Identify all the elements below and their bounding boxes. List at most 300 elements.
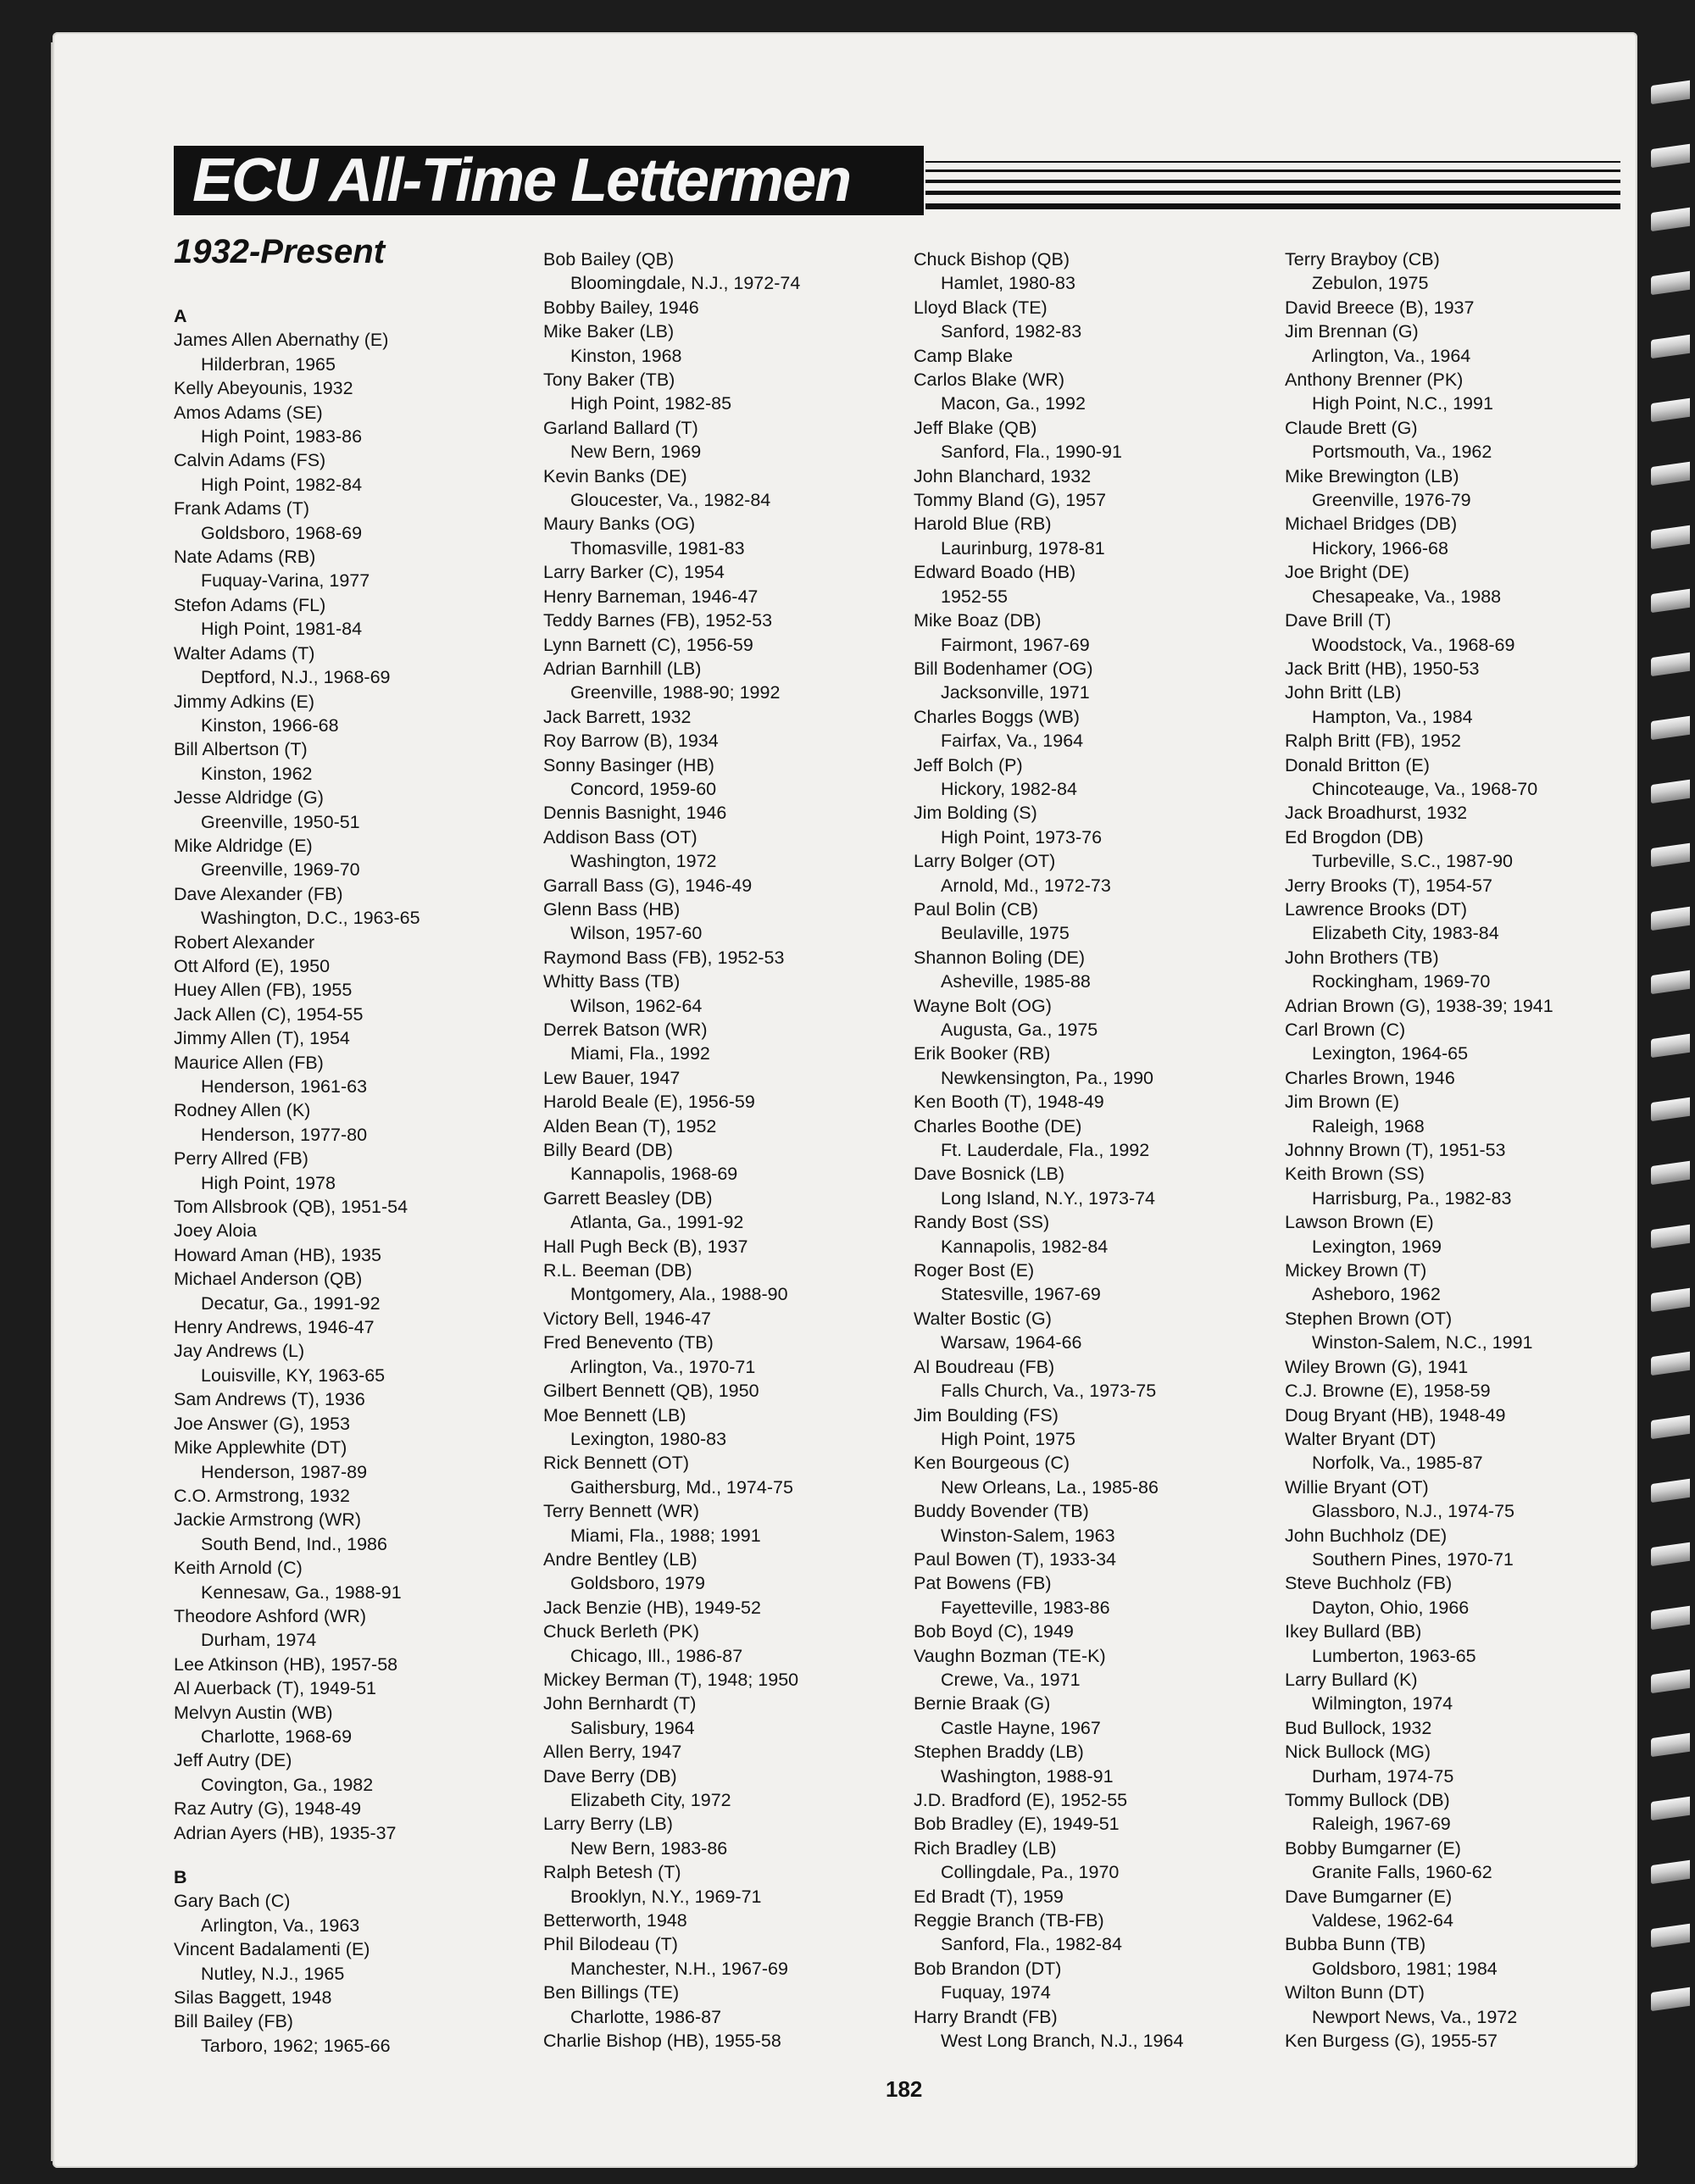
letterman-detail: Norfolk, Va., 1985-87 — [1312, 1453, 1483, 1474]
letterman-entry: Ken Booth (T), 1948-49 — [914, 1092, 1104, 1113]
letterman-entry: Maury Banks (OG) — [543, 514, 696, 535]
spiral-binding — [1646, 76, 1695, 2110]
letterman-entry: Vaughn Bozman (TE-K) — [914, 1645, 1106, 1666]
letterman-entry: Wiley Brown (G), 1941 — [1285, 1356, 1469, 1377]
letterman-entry: Randy Bost (SS) — [914, 1212, 1050, 1233]
spiral-coil — [1651, 1479, 1690, 1503]
letterman-entry: Charles Boothe (DE) — [914, 1115, 1082, 1136]
letterman-entry: Jack Barrett, 1932 — [543, 706, 692, 727]
letterman-entry: Tom Allsbrook (QB), 1951-54 — [174, 1197, 408, 1218]
letterman-detail: Wilson, 1957-60 — [570, 923, 703, 944]
letterman-entry: Johnny Brown (T), 1951-53 — [1285, 1140, 1506, 1161]
letterman-detail: Arnold, Md., 1972-73 — [941, 875, 1111, 896]
letterman-entry: Jay Andrews (L) — [174, 1341, 305, 1362]
letterman-entry: Michael Anderson (QB) — [174, 1269, 363, 1290]
letterman-entry: Betterworth, 1948 — [543, 1910, 687, 1931]
letterman-detail: Sanford, Fla., 1982-84 — [941, 1934, 1122, 1955]
letterman-detail: Miami, Fla., 1988; 1991 — [570, 1525, 761, 1546]
letterman-entry: Nick Bullock (MG) — [1285, 1742, 1431, 1763]
letterman-entry: C.J. Browne (E), 1958-59 — [1285, 1381, 1491, 1402]
spiral-coil — [1651, 335, 1690, 358]
spiral-coil — [1651, 1161, 1690, 1185]
letterman-entry: Ed Bradt (T), 1959 — [914, 1886, 1064, 1907]
letterman-entry: Bill Albertson (T) — [174, 739, 308, 760]
letterman-detail: Goldsboro, 1981; 1984 — [1312, 1958, 1498, 1979]
spiral-coil — [1651, 1860, 1690, 1884]
letterman-entry: Lynn Barnett (C), 1956-59 — [543, 634, 753, 655]
letterman-entry: Sam Andrews (T), 1936 — [174, 1389, 365, 1410]
spiral-coil — [1651, 144, 1690, 168]
letterman-entry: Rick Bennett (OT) — [543, 1453, 690, 1474]
letterman-entry: Larry Barker (C), 1954 — [543, 562, 725, 583]
letterman-detail: Granite Falls, 1960-62 — [1312, 1862, 1492, 1883]
letterman-entry: John Blanchard, 1932 — [914, 465, 1092, 486]
letterman-entry: Addison Bass (OT) — [543, 826, 697, 847]
letterman-detail: Miami, Fla., 1992 — [570, 1043, 710, 1064]
letterman-detail: Kinston, 1966-68 — [201, 714, 339, 736]
letterman-entry: Sonny Basinger (HB) — [543, 754, 714, 775]
spiral-coil — [1651, 653, 1690, 676]
letterman-detail: Macon, Ga., 1992 — [941, 393, 1086, 414]
letterman-entry: Bob Bailey (QB) — [543, 249, 675, 270]
letterman-detail: Statesville, 1967-69 — [941, 1284, 1101, 1305]
letterman-entry: R.L. Beeman (DB) — [543, 1260, 692, 1281]
letterman-entry: Charles Brown, 1946 — [1285, 1067, 1455, 1088]
letterman-detail: Newport News, Va., 1972 — [1312, 2006, 1518, 2027]
letterman-detail: Greenville, 1950-51 — [201, 811, 360, 832]
letterman-entry: Bill Bailey (FB) — [174, 2011, 293, 2032]
letterman-entry: Shannon Boling (DE) — [914, 947, 1085, 968]
letterman-detail: Lumberton, 1963-65 — [1312, 1645, 1476, 1666]
letterman-entry: Jim Brown (E) — [1285, 1092, 1399, 1113]
letterman-entry: Andre Bentley (LB) — [543, 1548, 697, 1570]
spiral-coil — [1651, 1352, 1690, 1375]
letterman-entry: Chuck Berleth (PK) — [543, 1621, 700, 1642]
letterman-entry: John Brothers (TB) — [1285, 947, 1439, 968]
letterman-detail: Gloucester, Va., 1982-84 — [570, 490, 771, 511]
letterman-detail: Decatur, Ga., 1991-92 — [201, 1292, 381, 1314]
letterman-entry: Lloyd Black (TE) — [914, 297, 1048, 318]
letterman-entry: Larry Berry (LB) — [543, 1814, 673, 1835]
letterman-detail: Hampton, Va., 1984 — [1312, 706, 1473, 727]
letterman-entry: Rich Bradley (LB) — [914, 1837, 1057, 1859]
letterman-entry: Paul Bolin (CB) — [914, 898, 1038, 920]
letterman-entry: Whitty Bass (TB) — [543, 971, 681, 992]
letterman-entry: Dennis Basnight, 1946 — [543, 803, 727, 824]
letterman-entry: Stephen Brown (OT) — [1285, 1308, 1453, 1329]
letterman-detail: Concord, 1959-60 — [570, 778, 717, 799]
letterman-entry: Adrian Barnhill (LB) — [543, 658, 702, 679]
letterman-entry: Teddy Barnes (FB), 1952-53 — [543, 610, 773, 631]
letterman-entry: Larry Bullard (K) — [1285, 1669, 1418, 1690]
spiral-coil — [1651, 716, 1690, 740]
letterman-entry: Paul Bowen (T), 1933-34 — [914, 1548, 1117, 1570]
letterman-detail: Asheville, 1985-88 — [941, 971, 1091, 992]
letterman-detail: Winston-Salem, 1963 — [941, 1525, 1115, 1546]
letterman-detail: Deptford, N.J., 1968-69 — [201, 667, 391, 688]
letterman-entry: Theodore Ashford (WR) — [174, 1605, 367, 1626]
letterman-entry: Erik Booker (RB) — [914, 1043, 1051, 1064]
title-rule-lines — [925, 161, 1620, 212]
letterman-detail: Crewe, Va., 1971 — [941, 1669, 1081, 1690]
letterman-entry: John Bernhardt (T) — [543, 1693, 697, 1714]
letterman-entry: Maurice Allen (FB) — [174, 1052, 324, 1073]
letterman-entry: Jim Boulding (FS) — [914, 1404, 1059, 1425]
letterman-entry: Calvin Adams (FS) — [174, 450, 326, 471]
letterman-detail: Winston-Salem, N.C., 1991 — [1312, 1332, 1533, 1353]
letterman-detail: Woodstock, Va., 1968-69 — [1312, 634, 1515, 655]
letterman-detail: Brooklyn, N.Y., 1969-71 — [570, 1886, 762, 1907]
letterman-entry: Tony Baker (TB) — [543, 370, 675, 391]
letterman-entry: Michael Bridges (DB) — [1285, 514, 1458, 535]
letterman-detail: Wilson, 1962-64 — [570, 995, 703, 1016]
letterman-entry: Bud Bullock, 1932 — [1285, 1717, 1432, 1738]
letterman-entry: Bob Brandon (DT) — [914, 1958, 1062, 1979]
letterman-entry: Victory Bell, 1946-47 — [543, 1308, 711, 1329]
letterman-entry: Keith Arnold (C) — [174, 1558, 303, 1579]
letterman-detail: Greenville, 1976-79 — [1312, 490, 1471, 511]
lettermen-column-3 — [914, 247, 1270, 2053]
letterman-detail: Sanford, Fla., 1990-91 — [941, 442, 1122, 463]
letterman-detail: Zebulon, 1975 — [1312, 273, 1429, 294]
spiral-coil — [1651, 1034, 1690, 1058]
letterman-detail: Rockingham, 1969-70 — [1312, 971, 1491, 992]
letterman-entry: Steve Buchholz (FB) — [1285, 1573, 1453, 1594]
spiral-coil — [1651, 398, 1690, 422]
spiral-coil — [1651, 462, 1690, 486]
letterman-detail: Harrisburg, Pa., 1982-83 — [1312, 1187, 1512, 1209]
letterman-entry: Howard Aman (HB), 1935 — [174, 1244, 381, 1265]
letterman-entry: Harold Blue (RB) — [914, 514, 1052, 535]
letterman-entry: Jeff Blake (QB) — [914, 417, 1037, 438]
letterman-entry: Hall Pugh Beck (B), 1937 — [543, 1236, 748, 1257]
letterman-entry: Charles Boggs (WB) — [914, 706, 1080, 727]
letterman-detail: Augusta, Ga., 1975 — [941, 1020, 1098, 1040]
letterman-detail: Fuquay, 1974 — [941, 1982, 1051, 2003]
letterman-entry: Mike Aldridge (E) — [174, 835, 313, 856]
letterman-entry: Walter Adams (T) — [174, 642, 315, 664]
letterman-entry: J.D. Bradford (E), 1952-55 — [914, 1790, 1128, 1810]
letterman-detail: Salisbury, 1964 — [570, 1717, 695, 1738]
letterman-entry: Bobby Bumgarner (E) — [1285, 1837, 1461, 1859]
letterman-entry: Terry Brayboy (CB) — [1285, 249, 1440, 270]
letterman-entry: Dave Alexander (FB) — [174, 883, 343, 904]
letterman-entry: Jim Bolding (S) — [914, 803, 1037, 824]
letterman-detail: Tarboro, 1962; 1965-66 — [201, 2035, 391, 2056]
letterman-detail: New Bern, 1983-86 — [570, 1837, 728, 1859]
page-number: 182 — [886, 2076, 923, 2102]
letterman-detail: 1952-55 — [941, 586, 1008, 607]
letterman-entry: Walter Bostic (G) — [914, 1308, 1052, 1329]
letterman-detail: Fuquay-Varina, 1977 — [201, 570, 370, 592]
letterman-entry: Mike Brewington (LB) — [1285, 465, 1459, 486]
letterman-detail: Ft. Lauderdale, Fla., 1992 — [941, 1140, 1150, 1161]
spiral-coil — [1651, 589, 1690, 613]
lettermen-column-2 — [543, 247, 899, 2053]
letterman-detail: Durham, 1974-75 — [1312, 1765, 1454, 1787]
letterman-detail: Henderson, 1987-89 — [201, 1461, 368, 1482]
lettermen-column-4 — [1285, 247, 1641, 2053]
letterman-detail: Long Island, N.Y., 1973-74 — [941, 1187, 1156, 1209]
spiral-coil — [1651, 1606, 1690, 1630]
letterman-detail: Lexington, 1980-83 — [570, 1428, 727, 1449]
letterman-entry: Harold Beale (E), 1956-59 — [543, 1092, 755, 1113]
letterman-entry: Jack Broadhurst, 1932 — [1285, 803, 1468, 824]
letterman-detail: High Point, 1973-76 — [941, 826, 1103, 847]
letterman-detail: South Bend, Ind., 1986 — [201, 1533, 387, 1554]
letterman-entry: Jerry Brooks (T), 1954-57 — [1285, 875, 1492, 896]
letterman-entry: Willie Bryant (OT) — [1285, 1476, 1429, 1498]
letterman-detail: High Point, 1981-84 — [201, 619, 363, 640]
letterman-entry: Melvyn Austin (WB) — [174, 1702, 333, 1723]
letterman-entry: Joey Aloia — [174, 1220, 258, 1242]
letterman-entry: Kevin Banks (DE) — [543, 465, 687, 486]
letterman-detail: Thomasville, 1981-83 — [570, 537, 745, 559]
letterman-entry: Lee Atkinson (HB), 1957-58 — [174, 1653, 398, 1675]
letterman-entry: Lew Bauer, 1947 — [543, 1067, 681, 1088]
letterman-entry: Claude Brett (G) — [1285, 417, 1418, 438]
letterman-entry: Ralph Betesh (T) — [543, 1862, 681, 1883]
letterman-entry: Bubba Bunn (TB) — [1285, 1934, 1426, 1955]
letterman-entry: Carl Brown (C) — [1285, 1020, 1406, 1040]
letterman-detail: Greenville, 1988-90; 1992 — [570, 682, 781, 703]
letterman-detail: Laurinburg, 1978-81 — [941, 537, 1105, 559]
letterman-entry: Joe Answer (G), 1953 — [174, 1413, 350, 1434]
letterman-entry: Glenn Bass (HB) — [543, 898, 681, 920]
letterman-detail: Henderson, 1961-63 — [201, 1076, 368, 1097]
letterman-detail: New Orleans, La., 1985-86 — [941, 1476, 1159, 1498]
letterman-entry: David Breece (B), 1937 — [1285, 297, 1475, 318]
letterman-entry: Jack Benzie (HB), 1949-52 — [543, 1597, 761, 1618]
letterman-entry: Phil Bilodeau (T) — [543, 1934, 678, 1955]
letterman-detail: Montgomery, Ala., 1988-90 — [570, 1284, 788, 1305]
section-letter: B — [174, 1867, 187, 1887]
letterman-entry: Gilbert Bennett (QB), 1950 — [543, 1381, 759, 1402]
letterman-entry: Mickey Berman (T), 1948; 1950 — [543, 1669, 799, 1690]
letterman-entry: Larry Bolger (OT) — [914, 851, 1056, 872]
letterman-detail: Elizabeth City, 1972 — [570, 1790, 731, 1810]
letterman-entry: Henry Andrews, 1946-47 — [174, 1317, 375, 1338]
letterman-entry: Roger Bost (E) — [914, 1260, 1035, 1281]
spiral-coil — [1651, 1542, 1690, 1566]
letterman-entry: Edward Boado (HB) — [914, 562, 1076, 583]
letterman-entry: Derrek Batson (WR) — [543, 1020, 708, 1040]
letterman-detail: Beulaville, 1975 — [941, 923, 1070, 944]
letterman-entry: Terry Bennett (WR) — [543, 1501, 699, 1522]
letterman-entry: Moe Bennett (LB) — [543, 1404, 686, 1425]
letterman-entry: Mike Boaz (DB) — [914, 610, 1042, 631]
letterman-entry: Jeff Bolch (P) — [914, 754, 1023, 775]
page-title: ECU All-Time Lettermen — [192, 147, 851, 214]
letterman-detail: Jacksonville, 1971 — [941, 682, 1090, 703]
letterman-detail: Warsaw, 1964-66 — [941, 1332, 1082, 1353]
letterman-detail: Goldsboro, 1979 — [570, 1573, 705, 1594]
spiral-coil — [1651, 1415, 1690, 1439]
letterman-entry: Ken Bourgeous (C) — [914, 1453, 1070, 1474]
letterman-detail: Nutley, N.J., 1965 — [201, 1963, 345, 1984]
letterman-entry: Roy Barrow (B), 1934 — [543, 731, 719, 752]
letterman-entry: James Allen Abernathy (E) — [174, 330, 389, 351]
letterman-entry: Adrian Ayers (HB), 1935-37 — [174, 1822, 397, 1843]
letterman-detail: Washington, 1988-91 — [941, 1765, 1114, 1787]
letterman-detail: Raleigh, 1967-69 — [1312, 1814, 1451, 1835]
letterman-entry: Perry Allred (FB) — [174, 1148, 308, 1170]
spiral-coil — [1651, 843, 1690, 867]
spiral-coil — [1651, 1924, 1690, 1948]
spiral-coil — [1651, 1797, 1690, 1820]
letterman-detail: High Point, 1982-84 — [201, 474, 363, 495]
letterman-entry: Robert Alexander — [174, 931, 315, 953]
letterman-detail: Arlington, Va., 1963 — [201, 1914, 360, 1936]
letterman-detail: Chicago, Ill., 1986-87 — [570, 1645, 743, 1666]
letterman-detail: Manchester, N.H., 1967-69 — [570, 1958, 788, 1979]
letterman-entry: Carlos Blake (WR) — [914, 370, 1064, 391]
letterman-entry: Alden Bean (T), 1952 — [543, 1115, 717, 1136]
letterman-entry: Ed Brogdon (DB) — [1285, 826, 1424, 847]
lettermen-column-1 — [174, 292, 530, 2058]
letterman-entry: Fred Benevento (TB) — [543, 1332, 714, 1353]
letterman-entry: John Britt (LB) — [1285, 682, 1402, 703]
letterman-entry: Raymond Bass (FB), 1952-53 — [543, 947, 785, 968]
letterman-entry: Billy Beard (DB) — [543, 1140, 673, 1161]
letterman-entry: Anthony Brenner (PK) — [1285, 370, 1464, 391]
spiral-coil — [1651, 780, 1690, 803]
letterman-detail: West Long Branch, N.J., 1964 — [941, 2031, 1184, 2052]
letterman-entry: Wayne Bolt (OG) — [914, 995, 1052, 1016]
letterman-entry: Henry Barneman, 1946-47 — [543, 586, 759, 607]
letterman-entry: Bob Boyd (C), 1949 — [914, 1621, 1074, 1642]
letterman-detail: Valdese, 1962-64 — [1312, 1910, 1453, 1931]
letterman-entry: Bill Bodenhamer (OG) — [914, 658, 1093, 679]
letterman-detail: Sanford, 1982-83 — [941, 321, 1082, 342]
letterman-detail: Southern Pines, 1970-71 — [1312, 1548, 1514, 1570]
letterman-detail: Durham, 1974 — [201, 1630, 317, 1651]
letterman-entry: Stefon Adams (FL) — [174, 594, 326, 615]
spiral-coil — [1651, 1670, 1690, 1693]
spiral-coil — [1651, 1987, 1690, 2011]
letterman-entry: Ikey Bullard (BB) — [1285, 1621, 1422, 1642]
letterman-detail: Hickory, 1982-84 — [941, 778, 1077, 799]
letterman-entry: Dave Berry (DB) — [543, 1765, 677, 1787]
letterman-entry: Reggie Branch (TB-FB) — [914, 1910, 1104, 1931]
letterman-entry: Kelly Abeyounis, 1932 — [174, 378, 353, 399]
letterman-detail: Washington, D.C., 1963-65 — [201, 908, 420, 929]
letterman-detail: Hickory, 1966-68 — [1312, 537, 1448, 559]
letterman-entry: Jimmy Adkins (E) — [174, 691, 315, 712]
letterman-detail: Kannapolis, 1968-69 — [570, 1164, 738, 1185]
letterman-detail: Louisville, KY, 1963-65 — [201, 1364, 386, 1386]
letterman-detail: Portsmouth, Va., 1962 — [1312, 442, 1492, 463]
letterman-entry: Rodney Allen (K) — [174, 1100, 311, 1121]
letterman-detail: Lexington, 1964-65 — [1312, 1043, 1469, 1064]
letterman-detail: Turbeville, S.C., 1987-90 — [1312, 851, 1514, 872]
letterman-entry: Al Boudreau (FB) — [914, 1356, 1055, 1377]
spiral-coil — [1651, 1098, 1690, 1121]
letterman-detail: Washington, 1972 — [570, 851, 717, 872]
letterman-entry: Camp Blake — [914, 345, 1014, 366]
letterman-entry: Lawrence Brooks (DT) — [1285, 898, 1468, 920]
letterman-entry: Jimmy Allen (T), 1954 — [174, 1028, 350, 1049]
letterman-detail: High Point, 1975 — [941, 1428, 1075, 1449]
letterman-entry: Buddy Bovender (TB) — [914, 1501, 1089, 1522]
letterman-entry: Garland Ballard (T) — [543, 417, 698, 438]
letterman-entry: Wilton Bunn (DT) — [1285, 1982, 1425, 2003]
letterman-detail: High Point, 1982-85 — [570, 393, 732, 414]
spiral-coil — [1651, 208, 1690, 231]
letterman-detail: Wilmington, 1974 — [1312, 1693, 1453, 1714]
letterman-entry: Walter Bryant (DT) — [1285, 1428, 1437, 1449]
letterman-entry: Ken Burgess (G), 1955-57 — [1285, 2031, 1498, 2052]
letterman-entry: Ralph Britt (FB), 1952 — [1285, 731, 1461, 752]
letterman-detail: Charlotte, 1968-69 — [201, 1726, 353, 1747]
letterman-entry: Gary Bach (C) — [174, 1891, 291, 1912]
letterman-detail: Greenville, 1969-70 — [201, 859, 360, 881]
letterman-detail: Castle Hayne, 1967 — [941, 1717, 1101, 1738]
letterman-entry: Garrall Bass (G), 1946-49 — [543, 875, 753, 896]
letterman-detail: Kannapolis, 1982-84 — [941, 1236, 1109, 1257]
letterman-entry: Tommy Bullock (DB) — [1285, 1790, 1450, 1810]
letterman-detail: New Bern, 1969 — [570, 442, 702, 463]
letterman-detail: High Point, 1983-86 — [201, 426, 363, 447]
letterman-entry: Charlie Bishop (HB), 1955-58 — [543, 2031, 781, 2052]
letterman-entry: Dave Bosnick (LB) — [914, 1164, 1065, 1185]
letterman-entry: Huey Allen (FB), 1955 — [174, 980, 353, 1001]
letterman-entry: Keith Brown (SS) — [1285, 1164, 1425, 1185]
letterman-entry: Jack Britt (HB), 1950-53 — [1285, 658, 1480, 679]
letterman-detail: Kennesaw, Ga., 1988-91 — [201, 1581, 402, 1603]
letterman-entry: Jackie Armstrong (WR) — [174, 1509, 362, 1531]
letterman-detail: Falls Church, Va., 1973-75 — [941, 1381, 1157, 1402]
letterman-entry: Raz Autry (G), 1948-49 — [174, 1798, 362, 1820]
spiral-coil — [1651, 1225, 1690, 1248]
letterman-entry: Bobby Bailey, 1946 — [543, 297, 699, 318]
letterman-detail: Arlington, Va., 1964 — [1312, 345, 1471, 366]
letterman-entry: John Buchholz (DE) — [1285, 1525, 1448, 1546]
letterman-detail: Kinston, 1962 — [201, 763, 313, 784]
letterman-entry: Jeff Autry (DE) — [174, 1750, 292, 1771]
letterman-detail: Fairfax, Va., 1964 — [941, 731, 1084, 752]
letterman-entry: Silas Baggett, 1948 — [174, 1987, 332, 2009]
letterman-entry: C.O. Armstrong, 1932 — [174, 1485, 350, 1506]
letterman-entry: Donald Britton (E) — [1285, 754, 1430, 775]
letterman-entry: Adrian Brown (G), 1938-39; 1941 — [1285, 995, 1553, 1016]
letterman-detail: Lexington, 1969 — [1312, 1236, 1442, 1257]
letterman-detail: Glassboro, N.J., 1974-75 — [1312, 1501, 1515, 1522]
letterman-entry: Bernie Braak (G) — [914, 1693, 1051, 1714]
letterman-detail: Collingdale, Pa., 1970 — [941, 1862, 1120, 1883]
letterman-detail: Arlington, Va., 1970-71 — [570, 1356, 756, 1377]
letterman-detail: Asheboro, 1962 — [1312, 1284, 1441, 1305]
letterman-entry: Ott Alford (E), 1950 — [174, 955, 331, 976]
letterman-entry: Doug Bryant (HB), 1948-49 — [1285, 1404, 1506, 1425]
letterman-detail: Fayetteville, 1983-86 — [941, 1597, 1110, 1618]
letterman-entry: Vincent Badalamenti (E) — [174, 1939, 370, 1960]
letterman-entry: Mike Applewhite (DT) — [174, 1437, 347, 1459]
letterman-entry: Mike Baker (LB) — [543, 321, 675, 342]
letterman-detail: Henderson, 1977-80 — [201, 1124, 368, 1145]
letterman-entry: Nate Adams (RB) — [174, 547, 316, 568]
letterman-entry: Stephen Braddy (LB) — [914, 1742, 1084, 1763]
letterman-entry: Bob Bradley (E), 1949-51 — [914, 1814, 1120, 1835]
letterman-detail: Kinston, 1968 — [570, 345, 682, 366]
letterman-entry: Al Auerback (T), 1949-51 — [174, 1678, 377, 1699]
letterman-entry: Dave Brill (T) — [1285, 610, 1392, 631]
letterman-detail: Bloomingdale, N.J., 1972-74 — [570, 273, 801, 294]
letterman-entry: Ben Billings (TE) — [543, 1982, 680, 2003]
letterman-entry: Joe Bright (DE) — [1285, 562, 1409, 583]
letterman-detail: Gaithersburg, Md., 1974-75 — [570, 1476, 793, 1498]
spiral-coil — [1651, 907, 1690, 931]
